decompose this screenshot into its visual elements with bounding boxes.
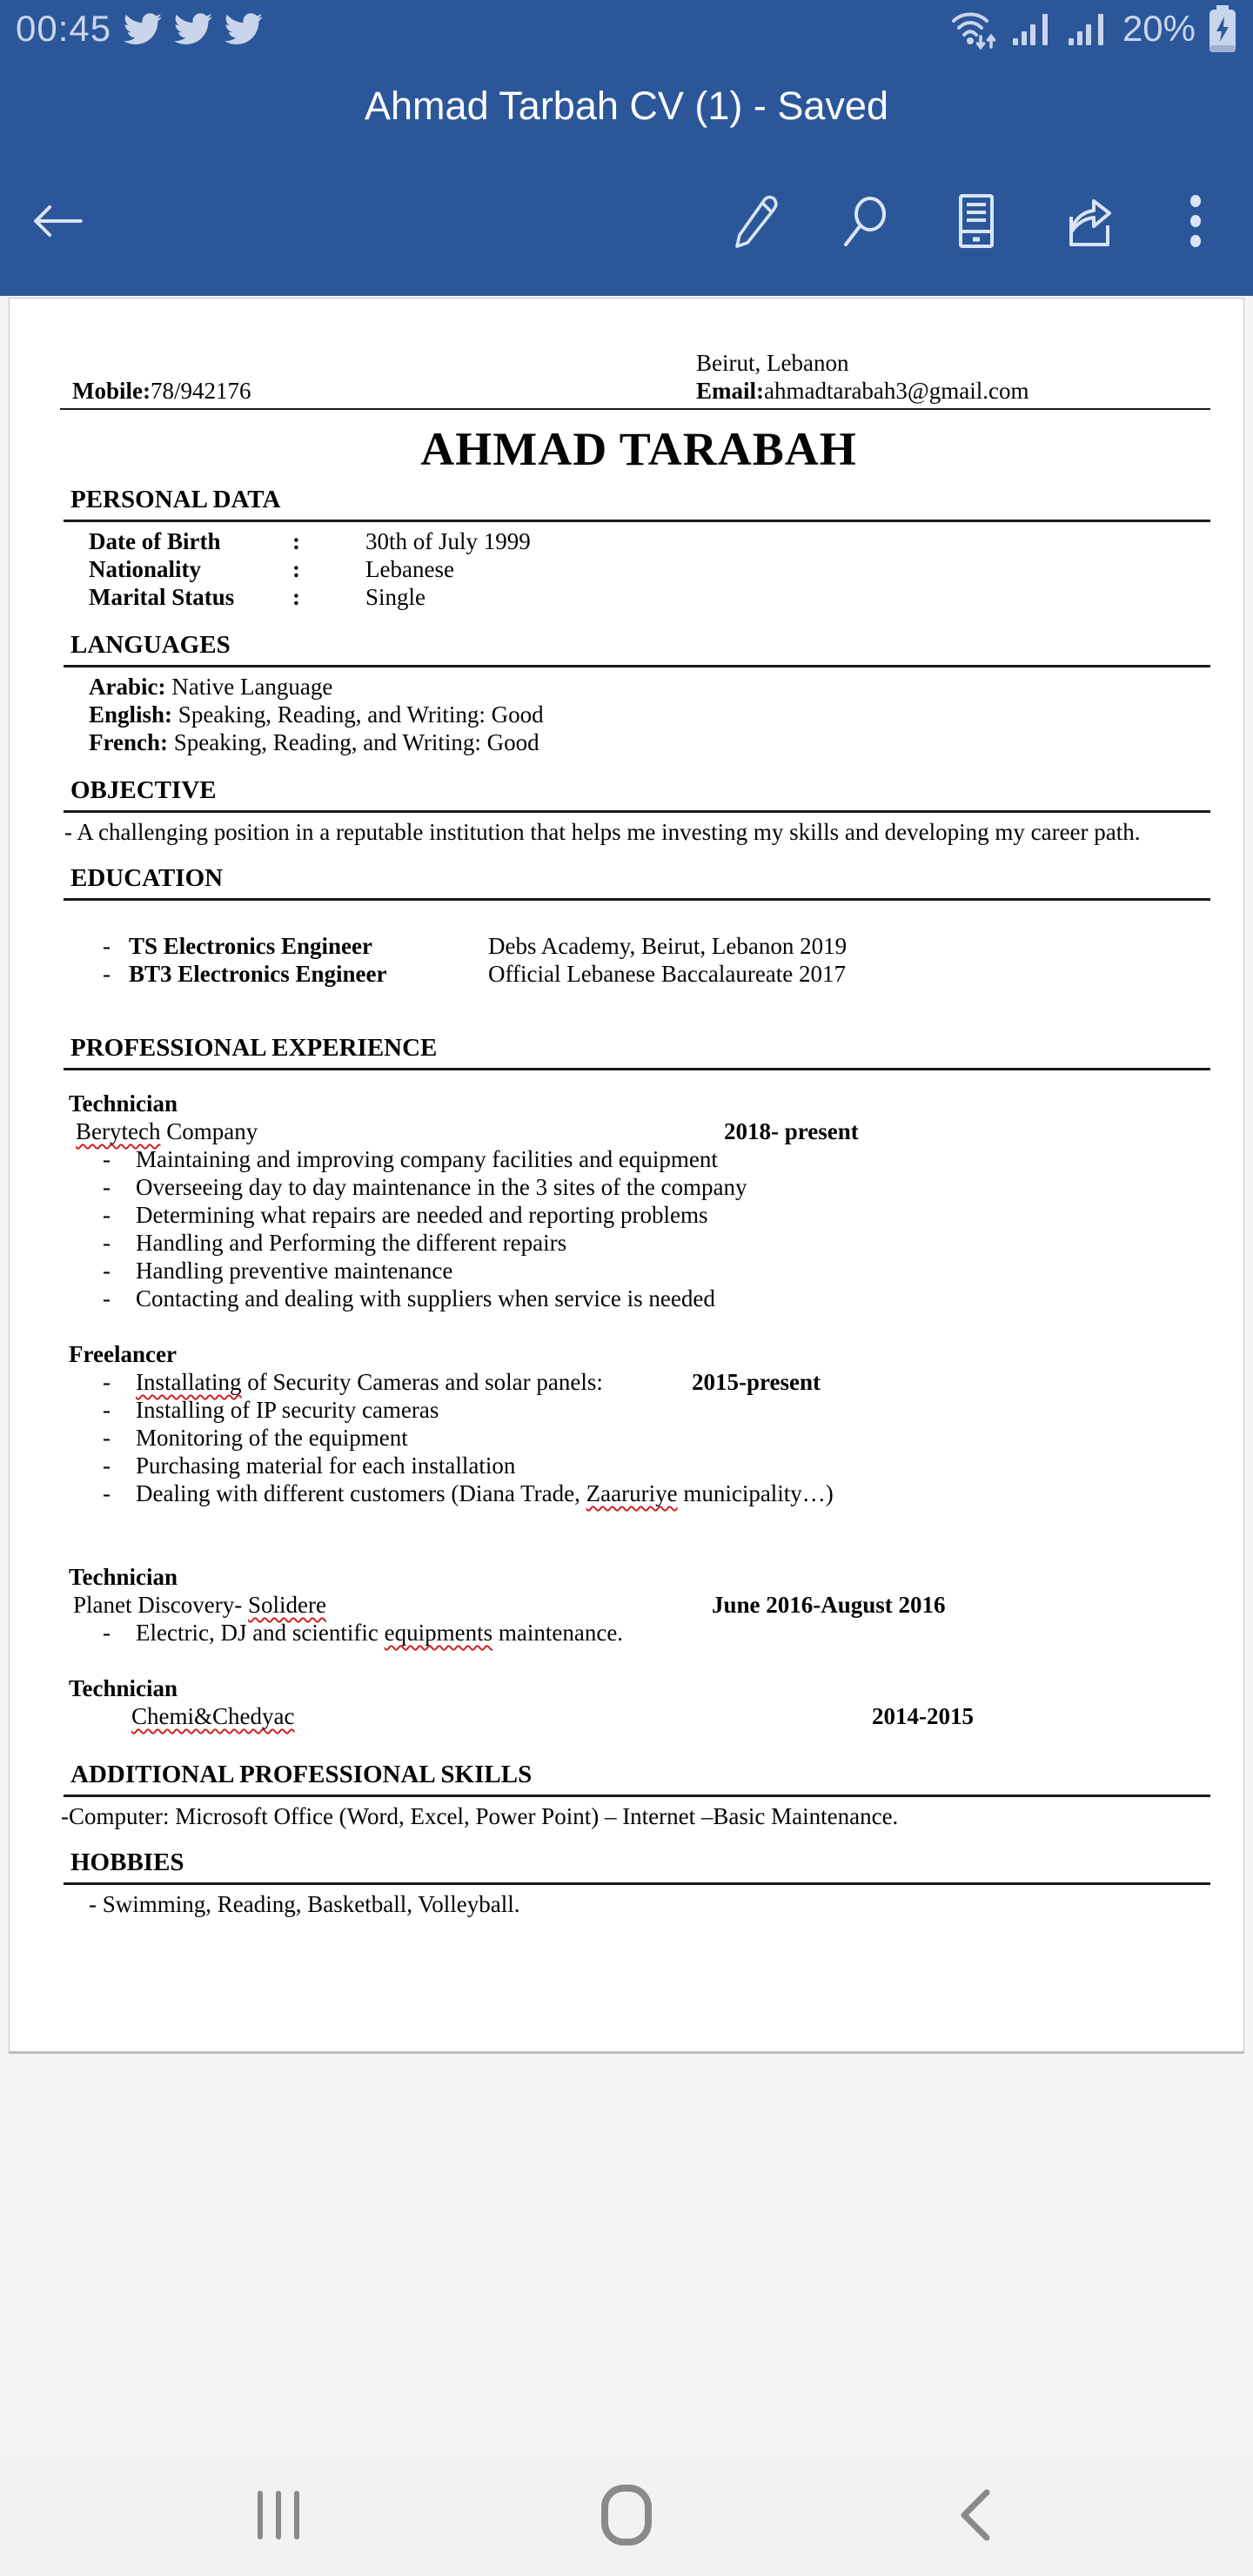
app-toolbar (0, 155, 1253, 296)
section-heading-education: EDUCATION (64, 862, 1210, 901)
education-row: - TS Electronics Engineer Debs Academy, Beirut, Lebanon 2019 (103, 933, 848, 959)
android-nav-bar (0, 2454, 1253, 2576)
job-period: 2018- present (724, 1118, 859, 1144)
education-row: - BT3 Electronics Engineer Official Lebanese Baccalaureate 2017 (103, 961, 847, 987)
job-bullet: - Contacting and dealing with suppliers when service is needed (103, 1285, 715, 1311)
hobbies-text: - Swimming, Reading, Basketball, Volleyball. (89, 1891, 520, 1917)
twitter-icon (224, 10, 263, 48)
wifi-arrows-icon (948, 7, 999, 50)
job-bullet: - Determining what repairs are needed and reporting problems (103, 1202, 708, 1228)
back-chevron-icon (955, 2487, 994, 2543)
job-bullet: - Maintaining and improving company facilities and equipment (103, 1146, 718, 1172)
contact-email: Email:ahmadtarabah3@gmail.com (696, 378, 1029, 404)
section-heading-objective: OBJECTIVE (64, 774, 1210, 813)
job-title: Technician (69, 1090, 178, 1117)
job-company-line: Planet Discovery- Solidere June 2016-August 2016 (73, 1592, 946, 1618)
share-button[interactable] (1058, 193, 1114, 249)
job-title: Freelancer (69, 1341, 177, 1367)
battery-percent: 20% (1122, 8, 1196, 49)
language-row: Arabic: Native Language (89, 674, 333, 700)
status-bar (0, 0, 1253, 57)
job-bullet: - Monitoring of the equipment (103, 1425, 408, 1451)
contact-city: Beirut, Lebanon (696, 350, 849, 376)
section-heading-personal-data: PERSONAL DATA (64, 483, 1210, 522)
language-row: English: Speaking, Reading, and Writing: Good (89, 701, 544, 728)
status-time: 00:45 (16, 8, 112, 49)
signal-bars-icon (1067, 7, 1110, 50)
mobile-view-icon (955, 193, 997, 249)
contact-mobile: Mobile:78/942176 (72, 378, 251, 404)
home-icon (599, 2485, 654, 2546)
document-page[interactable] (9, 298, 1244, 2054)
job-title: Technician (69, 1564, 178, 1590)
job-bullet: - Handling preventive maintenance (103, 1258, 453, 1284)
mobile-view-button[interactable] (948, 193, 1004, 249)
personal-data-row: Marital Status : Single (89, 584, 426, 610)
battery-charging-icon (1208, 4, 1237, 53)
job-company-line: Berytech Company 2018- present (76, 1118, 859, 1144)
section-heading-hobbies: HOBBIES (64, 1846, 1210, 1885)
app-title-bar (0, 57, 1253, 155)
skills-text: -Computer: Microsoft Office (Word, Excel, Power Point) – Internet –Basic Maintenance. (61, 1803, 899, 1829)
job-bullet: - Installating of Security Cameras and solar panels: 2015-present (103, 1369, 821, 1395)
twitter-icon (174, 10, 212, 48)
overflow-menu-icon (1189, 194, 1203, 248)
job-bullet: - Overseeing day to day maintenance in the 3 sites of the company (103, 1174, 747, 1200)
signal-bars-icon (1011, 7, 1055, 50)
job-bullet: - Handling and Performing the different repairs (103, 1230, 567, 1256)
back-nav-button[interactable] (922, 2463, 1027, 2567)
edit-pencil-icon (732, 194, 782, 248)
back-button[interactable] (30, 193, 85, 249)
edit-button[interactable] (729, 193, 785, 249)
search-button[interactable] (839, 193, 895, 249)
overflow-menu-button[interactable] (1168, 193, 1223, 249)
contact-block (60, 349, 1210, 410)
home-button[interactable] (574, 2463, 679, 2567)
personal-data-row: Date of Birth : 30th of July 1999 (89, 528, 531, 554)
job-period: 2015-present (692, 1369, 821, 1395)
recents-button[interactable] (226, 2463, 331, 2567)
job-bullet: - Dealing with different customers (Diana Trade, Zaaruriye municipality…) (103, 1480, 834, 1506)
objective-text: - A challenging position in a reputable institution that helps me investing my skills and developing my career path. (64, 819, 1141, 845)
personal-data-row: Nationality : Lebanese (89, 556, 454, 582)
back-arrow-icon (30, 197, 85, 245)
job-period: June 2016-August 2016 (712, 1592, 946, 1618)
language-row: French: Speaking, Reading, and Writing: Good (89, 729, 539, 755)
job-title: Technician (69, 1675, 178, 1701)
job-bullet: - Purchasing material for each installation (103, 1452, 516, 1479)
section-heading-languages: LANGUAGES (64, 628, 1210, 667)
job-bullet: - Electric, DJ and scientific equipments maintenance. (103, 1620, 624, 1646)
twitter-icon (124, 10, 162, 48)
cv-name: AHMAD TARABAH (420, 423, 857, 475)
document-canvas (0, 296, 1253, 2454)
job-company-line: Chemi&Chedyac 2014-2015 (131, 1703, 974, 1729)
recents-icon (251, 2487, 306, 2543)
share-icon (1059, 194, 1113, 248)
document-title: Ahmad Tarbah CV (1) - Saved (365, 84, 888, 128)
section-heading-experience: PROFESSIONAL EXPERIENCE (64, 1031, 1210, 1070)
job-period: 2014-2015 (872, 1703, 974, 1729)
section-heading-skills: ADDITIONAL PROFESSIONAL SKILLS (64, 1758, 1210, 1797)
job-bullet: - Installing of IP security cameras (103, 1397, 439, 1423)
search-icon (841, 194, 892, 248)
